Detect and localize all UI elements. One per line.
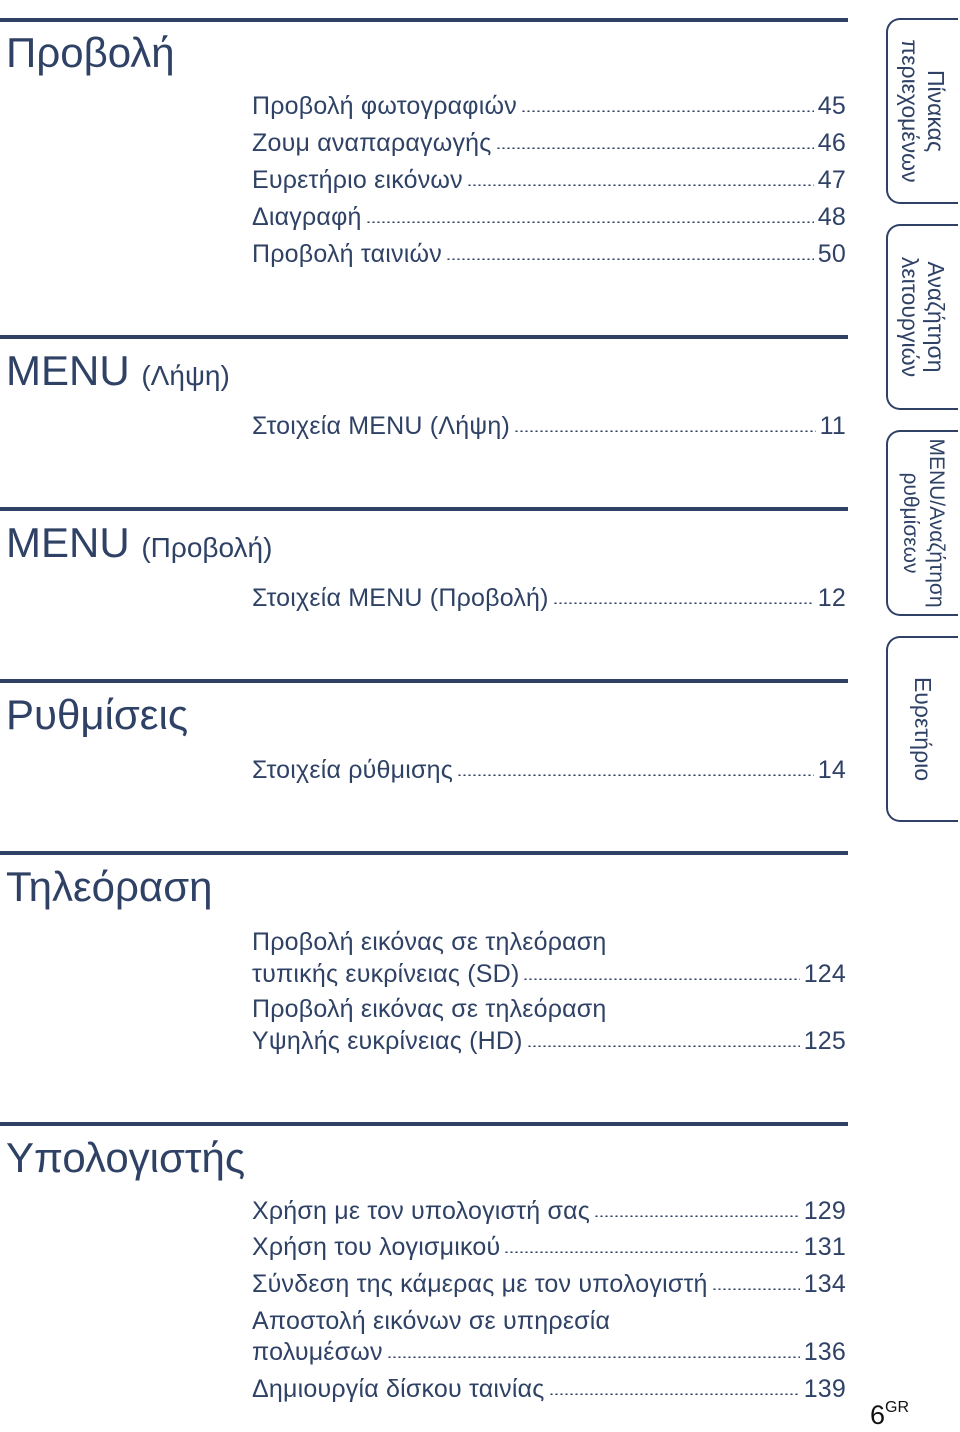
toc-entry[interactable]: Στοιχεία ρύθμισης 14 (252, 756, 846, 784)
section-rule (0, 335, 848, 339)
tab-operation-search[interactable]: Αναζήτηση λειτουργιών (886, 224, 958, 410)
toc-entry-line1: Προβολή εικόνας σε τηλεόραση (252, 928, 607, 956)
toc-entry[interactable]: Προβολή ταινιών 50 (252, 240, 846, 268)
toc-entry[interactable]: πολυμέσων 136 (252, 1338, 846, 1366)
toc-entry[interactable]: τυπικής ευκρίνειας (SD) 124 (252, 960, 846, 988)
toc-entry[interactable]: Δημιουργία δίσκου ταινίας 139 (252, 1375, 846, 1403)
section-rule (0, 679, 848, 683)
section-rule (0, 18, 848, 22)
toc-entry[interactable]: Προβολή φωτογραφιών 45 (252, 92, 846, 120)
section-title-computer: Υπολογιστής (6, 1134, 246, 1181)
section-title-menu-shooting: MENU (Λήψη) (6, 347, 230, 394)
page-number: $6^{GR}$ (870, 1399, 910, 1430)
toc-entry-line1: Προβολή εικόνας σε τηλεόραση (252, 995, 607, 1023)
section-rule (0, 1122, 848, 1126)
toc-entry[interactable]: Στοιχεία MENU (Προβολή) 12 (252, 584, 846, 612)
toc-entry[interactable]: Διαγραφή 48 (252, 203, 846, 231)
section-rule (0, 851, 848, 855)
tab-index[interactable]: Ευρετήριο (886, 636, 958, 822)
tab-menu-settings-search[interactable]: MENU/Αναζήτηση ρυθμίσεων (886, 430, 958, 616)
section-rule (0, 507, 848, 511)
section-title-settings: Ρυθμίσεις (6, 691, 189, 738)
toc-entry[interactable]: Ζουμ αναπαραγωγής 46 (252, 129, 846, 157)
toc-entry[interactable]: Χρήση με τον υπολογιστή σας 129 (252, 1197, 846, 1225)
toc-entry[interactable]: Χρήση του λογισμικού 131 (252, 1233, 846, 1261)
toc-entry[interactable]: Υψηλής ευκρίνειας (HD) 125 (252, 1027, 846, 1055)
section-title-menu-viewing: MENU (Προβολή) (6, 519, 273, 566)
toc-entry[interactable]: Στοιχεία MENU (Λήψη) 11 (252, 412, 846, 440)
toc-entry[interactable]: Σύνδεση της κάμερας με τον υπολογιστή 134 (252, 1270, 846, 1298)
section-title-view: Προβολή (6, 29, 175, 76)
toc-entry[interactable]: Ευρετήριο εικόνων 47 (252, 166, 846, 194)
section-title-tv: Τηλεόραση (6, 863, 213, 910)
toc-entry-line1: Αποστολή εικόνων σε υπηρεσία (252, 1307, 611, 1335)
tab-table-of-contents[interactable]: Πίνακας περιεχομένων (886, 18, 958, 204)
